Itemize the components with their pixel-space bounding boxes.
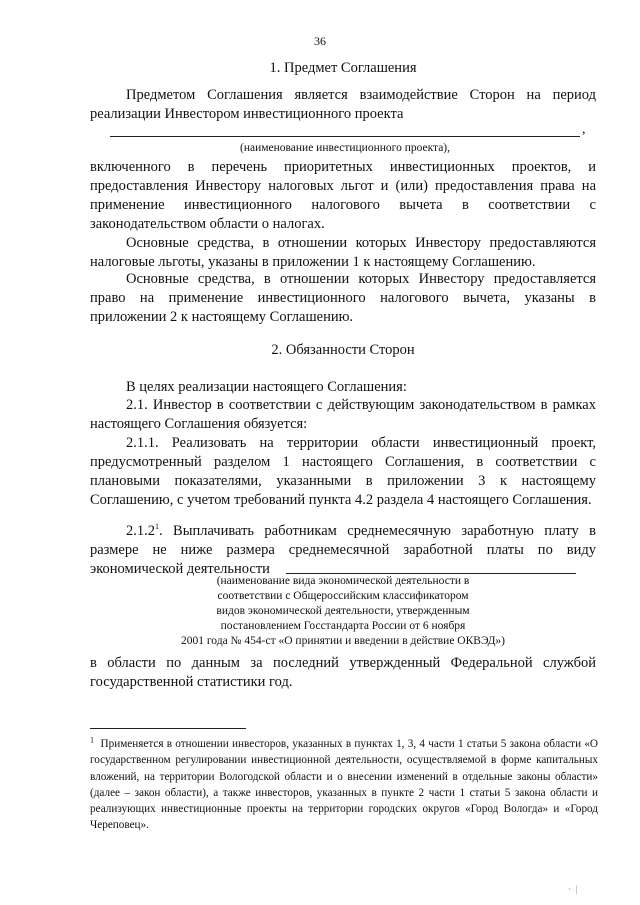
page-number: 36 [314,34,326,48]
section1-paragraph-1: Предметом Соглашения является взаимодействие Сторон на период реализации Инвестором инвестиционного проекта [90,87,596,122]
project-name-caption: (наименование инвестиционного проекта), [239,142,451,154]
caption-line: видов экономической деятельности, утвержденным [216,605,470,617]
blank-line-comma: , [582,122,586,137]
activity-name-caption [90,574,596,649]
footnote [90,736,598,834]
clause-2-1-2 [90,522,596,579]
section2-title: 2. Обязанности Сторон [271,342,415,358]
clause-2-1-2-text: . Выплачивать работникам среднемесячную заработную плату в размере не ниже размера среднемесячной заработной платы по виду экономической деятельности [90,523,596,577]
footnote-text: Применяется в отношении инвесторов, указанных в пунктах 1, 3, 4 части 1 статьи 5 закона области «О государственном регулировании инвестиционной деятельности, осуществляемой в форме капитальных вложений, на территории Вологодской области и о внесении изменений в отдельные законы области» (далее – закон области), а также инвесторов, указанных в пункте 2 части 1 статьи 5 закона области и реализующих инвестиционные проекты на территории городских округов «Город Вологда» и «Город Череповец». [90,738,598,832]
caption-line: постановлением Госстандарта России от 6 ноября [220,620,466,632]
footnote-marker: 1 [90,735,94,745]
section1-paragraph-4: Основные средства, в отношении которых Инвестору предоставляется право на применение инвестиционного налогового вычета, указаны в приложении 2 к настоящему Соглашению. [90,271,596,325]
scan-mark: · | [568,884,578,894]
caption-line: соответствии с Общероссийским классификатором [217,590,469,602]
clause-2-1-1: 2.1.1. Реализовать на территории области инвестиционный проект, предусмотренный разделом 1 настоящего Соглашения, в соответствии с плановыми показателями, указанными в приложении 3 к настоящему Соглашению, с учетом требований пункта 4.2 раздела 4 настоящего Соглашения. [90,435,596,508]
clause-2-1-2-continuation: в области по данным за последний утвержденный Федеральной службой государственной статистики год. [90,655,596,690]
clause-2-1-2-number: 2.1.2 [126,523,155,539]
project-name-blank-line [110,136,580,137]
section1-paragraph-2: включенного в перечень приоритетных инвестиционных проектов, и предоставления Инвестору налоговых льгот и (или) предоставления права на применение инвестиционного налогового вычета в соответствии с законодательством области о налогах. [90,159,596,232]
clause-2-1: 2.1. Инвестор в соответствии с действующим законодательством в рамках настоящего Соглашения обязуется: [90,397,596,432]
section2-intro: В целях реализации настоящего Соглашения: [126,379,407,395]
section1-paragraph-3: Основные средства, в отношении которых Инвестору предоставляются налоговые льготы, указаны в приложении 1 к настоящему Соглашению. [90,235,596,270]
section1-title: 1. Предмет Соглашения [269,60,417,76]
caption-line: (наименование вида экономической деятельности в [216,575,470,587]
footnote-separator [90,728,246,729]
caption-line: 2001 года № 454-ст «О принятии и введении в действие ОКВЭД») [181,635,505,647]
footnote-reference: 1 [155,522,159,532]
